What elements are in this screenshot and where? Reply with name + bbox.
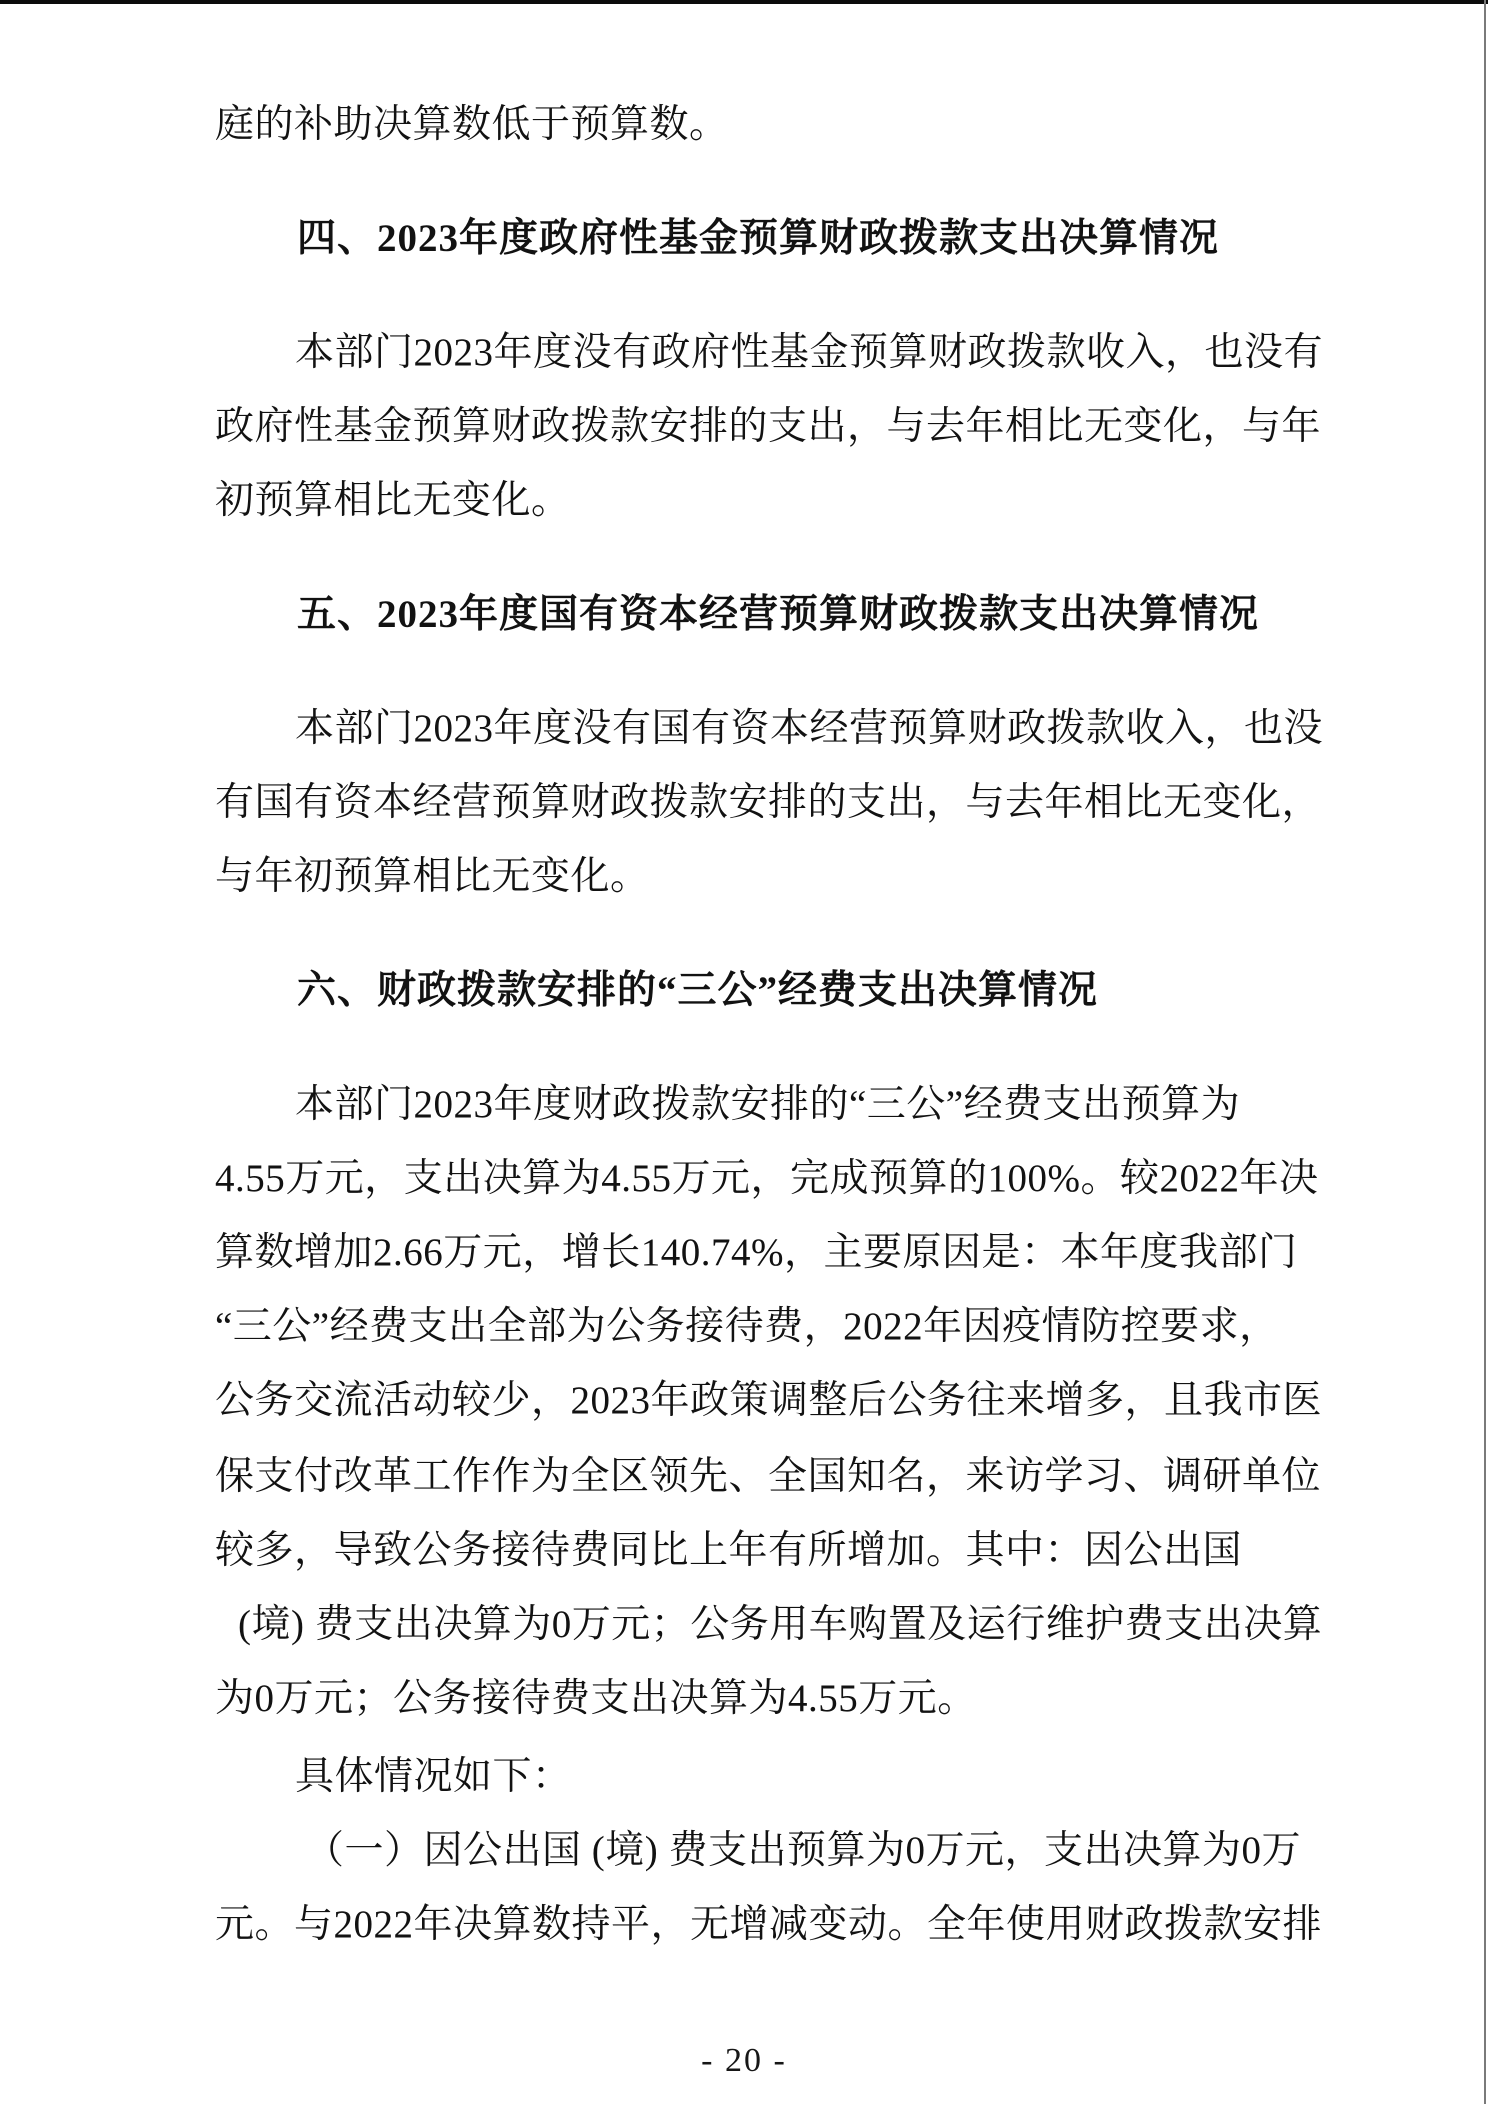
body-text-line: 具体情况如下： <box>295 1755 572 1798</box>
body-text-line: 4.55万元，支出决算为4.55万元，完成预算的100%。较2022年决 <box>215 1157 1319 1200</box>
body-text-line: 有国有资本经营预算财政拨款安排的支出，与去年相比无变化， <box>215 781 1322 824</box>
body-text-line: 为0万元；公务接待费支出决算为4.55万元。 <box>215 1677 977 1720</box>
body-text-line: 保支付改革工作作为全区领先、全国知名，来访学习、调研单位 <box>215 1455 1322 1498</box>
body-text-line: 公务交流活动较少，2023年政策调整后公务往来增多，且我市医 <box>215 1379 1323 1422</box>
body-text-line: 政府性基金预算财政拨款安排的支出，与去年相比无变化，与年 <box>215 405 1322 448</box>
body-text-line: 初预算相比无变化。 <box>215 479 571 522</box>
body-text-line: 本部门2023年度没有政府性基金预算财政拨款收入，也没有 <box>295 331 1324 374</box>
section-heading: 六、财政拨款安排的“三公”经费支出决算情况 <box>297 969 1099 1012</box>
section-heading: 四、2023年度政府性基金预算财政拨款支出决算情况 <box>297 217 1220 260</box>
body-text-line: 算数增加2.66万元，增长140.74%，主要原因是：本年度我部门 <box>215 1231 1298 1274</box>
body-text-line: 本部门2023年度没有国有资本经营预算财政拨款收入，也没 <box>295 707 1324 750</box>
section-heading: 五、2023年度国有资本经营预算财政拨款支出决算情况 <box>297 593 1260 636</box>
body-text-line: (境) 费支出决算为0万元；公务用车购置及运行维护费支出决算 <box>238 1603 1323 1646</box>
body-text-line: “三公”经费支出全部为公务接待费，2022年因疫情防控要求， <box>215 1305 1279 1348</box>
body-text-line: 与年初预算相比无变化。 <box>215 855 650 898</box>
window-top-edge <box>0 0 1488 4</box>
body-text-line: 庭的补助决算数低于预算数。 <box>215 103 729 146</box>
body-text-line: （一）因公出国 (境) 费支出预算为0万元，支出决算为0万 <box>305 1829 1301 1872</box>
body-text-line: 较多，导致公务接待费同比上年有所增加。其中：因公出国 <box>215 1529 1243 1572</box>
body-text-line: 本部门2023年度财政拨款安排的“三公”经费支出预算为 <box>295 1083 1241 1126</box>
body-text-line: 元。与2022年决算数持平，无增减变动。全年使用财政拨款安排 <box>215 1903 1323 1946</box>
page-right-edge <box>1484 0 1486 2104</box>
page-number: - 20 - <box>701 2042 787 2079</box>
